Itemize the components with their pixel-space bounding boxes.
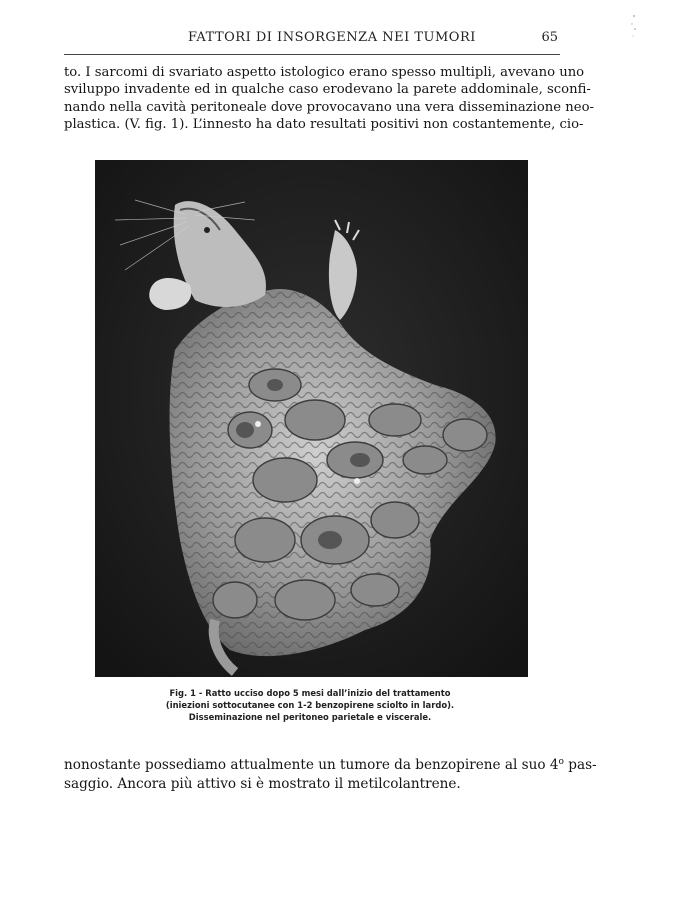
text-line: to. I sarcomi di svariato aspetto istologico erano spesso multipli, avevano uno xyxy=(64,65,585,80)
page-number: 65 xyxy=(541,30,558,45)
text-segment: pas- xyxy=(563,757,597,773)
text-line: sviluppo invadente ed in qualche caso erodevano la parete addominale, sconfi- xyxy=(64,82,591,98)
text-line: saggio. Ancora più attivo si è mostrato il metilcolantrene. xyxy=(64,776,461,792)
body-paragraph-2 xyxy=(64,756,597,794)
figure-photo xyxy=(95,160,528,677)
text-line: nando nella cavità peritoneale dove provocavano una vera disseminazione neo- xyxy=(64,99,594,115)
rat-dissection-photo xyxy=(95,160,528,677)
caption-line: Fig. 1 - Ratto ucciso dopo 5 mesi dall’inizio del trattamento xyxy=(169,688,451,698)
superscript: o xyxy=(558,757,564,767)
figure-caption xyxy=(120,687,500,723)
caption-line: (iniezioni sottocutanee con 1-2 benzopirene sciolto in lardo). xyxy=(165,700,455,710)
body-paragraph-1 xyxy=(64,64,594,133)
margin-specks xyxy=(628,12,640,42)
text-line xyxy=(64,756,597,775)
text-line: plastica. (V. fig. 1). L’innesto ha dato resultati positivi non costantemente, cio- xyxy=(64,116,584,132)
page-header xyxy=(70,30,558,50)
text-segment: nonostante possediamo attualmente un tumore da benzopirene al suo 4 xyxy=(64,757,559,773)
header-rule xyxy=(64,54,560,55)
caption-line: Disseminazione nel peritoneo parietale e viscerale. xyxy=(188,712,432,722)
running-title: FATTORI DI INSORGENZA NEI TUMORI xyxy=(188,30,476,45)
